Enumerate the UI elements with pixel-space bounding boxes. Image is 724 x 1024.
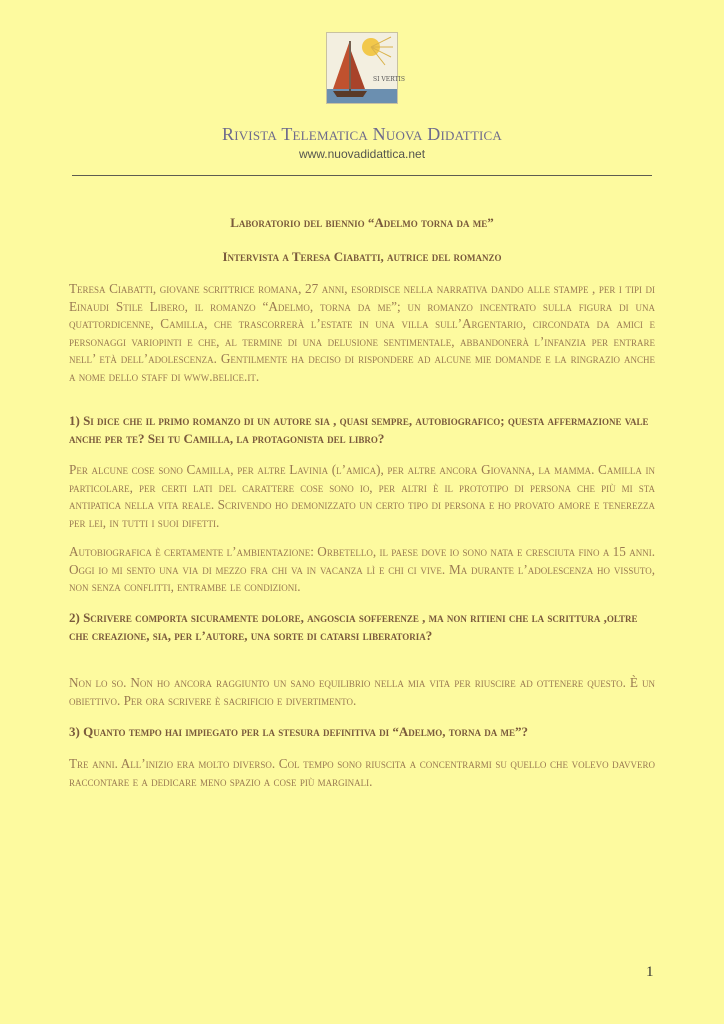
page-title: Rivista Telematica Nuova Didattica xyxy=(221,124,502,144)
question-2: 2) Scrivere comporta sicuramente dolore, angoscia sofferenze , ma non ritieni che la scrittura ,oltre che creazione, sia, per l’autore, una sorte di catarsi liberatoria? xyxy=(69,610,638,643)
answer-2: Non lo so. Non ho ancora raggiunto un sano equilibrio nella mia vita per riuscire ad ottenere questo. È un obiettivo. Per ora scrivere è sacrificio e divertimento. xyxy=(69,675,655,708)
article-subheading: Intervista a Teresa Ciabatti, autrice del romanzo xyxy=(222,249,502,264)
question-1: 1) Si dice che il primo romanzo di un autore sia , quasi sempre, autobiografico; questa affermazione vale anche per te? Sei tu Camilla, la protagonista del libro? xyxy=(69,413,649,446)
header-divider xyxy=(72,175,652,176)
intro-paragraph: Teresa Ciabatti, giovane scrittrice romana, 27 anni, esordisce nella narrativa dando alle stampe , per i tipi di Einaudi Stile Libero, il romanzo “Adelmo, torna da me”; un romanzo incentrato sulla figura di una quattordicenne, Camilla, che trascorrerà l’estate in una villa sull’Argentario, circondata da amici e personaggi variopinti e che, al termine di una delusione sentimentale, abbandonerà l’infanzia per entrare nell’ età dell’adolescenza. Gentilmente ha deciso di rispondere ad alcune mie domande e la ringrazio anche a nome dello staff di www.belice.it. xyxy=(69,281,655,384)
sailboat-sundial-logo xyxy=(326,32,405,104)
logo-inscription: SI VERTIS xyxy=(373,76,405,83)
site-url: www.nuovadidattica.net xyxy=(298,147,426,161)
answer-1: Per alcune cose sono Camilla, per altre Lavinia (l’amica), per altre ancora Giovanna, la mamma. Camilla in particolare, per certi lati del carattere cose sono io, per altri è il prototipo di persona che più mi sta antipatica nella vita reale. Scrivendo ho demonizzato un certo tipo di persona e ho provato amore e tenerezza per lei, in tutti i suoi difetti. xyxy=(69,462,655,530)
page-number: 1 xyxy=(646,964,654,980)
question-3: 3) Quanto tempo hai impiegato per la stesura definitiva di “Adelmo, torna da me”? xyxy=(69,724,529,739)
article-heading: Laboratorio del biennio “Adelmo torna da me” xyxy=(230,215,494,230)
answer-1-continued: Autobiografica è certamente l’ambientazione: Orbetello, il paese dove io sono nata e cresciuta fino a 15 anni. Oggi io mi sento una via di mezzo fra chi va in vacanza lì e chi ci vive. Ma durante l’adolescenza ho vissuto, non senza conflitti, entrambe le condizioni. xyxy=(69,544,655,595)
answer-3: Tre anni. All’inizio era molto diverso. Col tempo sono riuscita a concentrarmi su quello che volevo davvero raccontare e a dedicare meno spazio a cose più marginali. xyxy=(69,756,655,789)
